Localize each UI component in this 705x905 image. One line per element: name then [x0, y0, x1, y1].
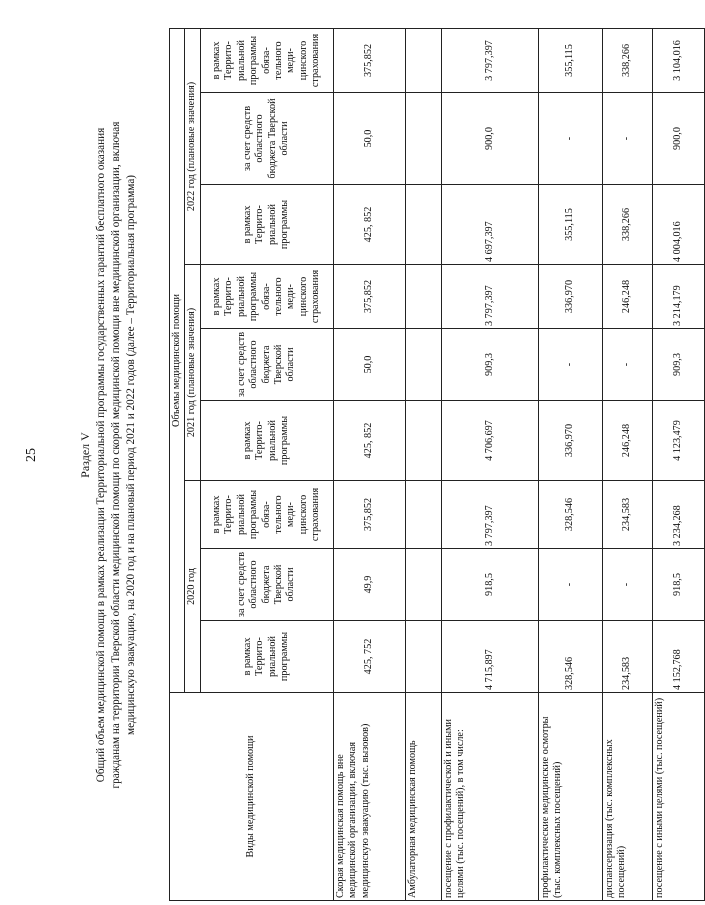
- cell-value: [405, 265, 441, 329]
- cell-value: [405, 401, 441, 481]
- cell-value: [405, 185, 441, 265]
- cell-value: 338,266: [602, 185, 652, 265]
- cell-value: 355,115: [538, 185, 602, 265]
- cell-value: 3 797,397: [441, 265, 538, 329]
- group-header: Объемы медицинской помощи: [170, 28, 185, 692]
- cell-value: -: [538, 329, 602, 401]
- year-header-2022: 2022 год (плановые значения): [185, 28, 200, 264]
- cell-value: 909,3: [652, 329, 704, 401]
- cell-value: 375,852: [333, 28, 405, 92]
- table-row: [405, 28, 441, 900]
- cell-value: 3 104,016: [652, 28, 704, 92]
- cell-value: [405, 481, 441, 549]
- subheader-regional-budget: за счет средств областного бюджета Тверской области: [200, 329, 333, 401]
- row-label: посещение с иными целями (тыс. посещений): [652, 693, 704, 901]
- document-title: [78, 25, 139, 885]
- row-label: посещение с профилактической и иными целями (тыс. посещений), в том числе:: [441, 693, 538, 901]
- cell-value: [405, 329, 441, 401]
- cell-value: 425, 852: [333, 185, 405, 265]
- year-header-2021: 2021 год (плановые значения): [185, 265, 200, 481]
- cell-value: 4 706,697: [441, 401, 538, 481]
- cell-value: 375,852: [333, 265, 405, 329]
- cell-value: 3 797,397: [441, 481, 538, 549]
- page-number: 25: [24, 448, 39, 462]
- cell-value: 246,248: [602, 265, 652, 329]
- subheader-oms: в рамках Террито-риальной программы обяза-тельного меди-цинского страхования: [200, 265, 333, 329]
- cell-value: 355,115: [538, 28, 602, 92]
- cell-value: 900,0: [441, 93, 538, 185]
- table-row: [538, 28, 602, 900]
- cell-value: 328,546: [538, 481, 602, 549]
- cell-value: 4 123,479: [652, 401, 704, 481]
- cell-value: -: [602, 93, 652, 185]
- cell-value: 49,9: [333, 549, 405, 621]
- subheader-oms: в рамках Террито-риальной программы обяза-тельного меди-цинского страхования: [200, 481, 333, 549]
- cell-value: 336,970: [538, 401, 602, 481]
- title-line: Общий объем медицинской помощи в рамках реализации Территориальной программы государственных гарантий бесплатного оказания: [95, 127, 107, 783]
- cell-value: -: [538, 93, 602, 185]
- row-header: Виды медицинской помощи: [170, 693, 334, 901]
- medical-care-volume-table: [169, 28, 705, 901]
- cell-value: 328,546: [538, 621, 602, 693]
- cell-value: 3 214,179: [652, 265, 704, 329]
- cell-value: 425, 852: [333, 401, 405, 481]
- cell-value: 900,0: [652, 93, 704, 185]
- subheader-regional-budget: за счет средств областного бюджета Тверской области: [200, 549, 333, 621]
- row-label: диспансеризация (тыс. комплексных посещений): [602, 693, 652, 901]
- cell-value: 336,970: [538, 265, 602, 329]
- cell-value: 425, 752: [333, 621, 405, 693]
- subheader-regional-budget: за счет средств областного бюджета Тверской области: [200, 93, 333, 185]
- cell-value: 4 715,897: [441, 621, 538, 693]
- table-row: [652, 28, 704, 900]
- cell-value: 246,248: [602, 401, 652, 481]
- cell-value: -: [538, 549, 602, 621]
- cell-value: 3 797,397: [441, 28, 538, 92]
- title-line: гражданам на территории Тверской области медицинской помощи по скорой медицинской помощи вне медицинской организации, включая: [110, 121, 122, 789]
- cell-value: 4 004,016: [652, 185, 704, 265]
- cell-value: [405, 28, 441, 92]
- row-label: Амбулаторная медицинская помощь: [405, 693, 441, 901]
- cell-value: 234,583: [602, 481, 652, 549]
- cell-value: 234,583: [602, 621, 652, 693]
- cell-value: [405, 93, 441, 185]
- title-line: медицинскую эвакуацию, на 2020 год и на плановый период 2021 и 2022 годов (далее – Территориальная программа): [125, 174, 137, 736]
- table-row: [333, 28, 405, 900]
- row-label: Скорая медицинская помощь вне медицинской организации, включая медицинскую эвакуацию (тыс. вызовов): [333, 693, 405, 901]
- subheader-territorial: в рамках Террито-риальной программы: [200, 401, 333, 481]
- subheader-territorial: в рамках Террито-риальной программы: [200, 621, 333, 693]
- cell-value: 918,5: [441, 549, 538, 621]
- subheader-territorial: в рамках Террито-риальной программы: [200, 185, 333, 265]
- cell-value: 50,0: [333, 329, 405, 401]
- cell-value: 918,5: [652, 549, 704, 621]
- cell-value: 4 152,768: [652, 621, 704, 693]
- cell-value: 375,852: [333, 481, 405, 549]
- table-row: [441, 28, 538, 900]
- cell-value: 338,266: [602, 28, 652, 92]
- cell-value: [405, 621, 441, 693]
- table-row: [602, 28, 652, 900]
- year-header-2020: 2020 год: [185, 481, 200, 693]
- cell-value: 50,0: [333, 93, 405, 185]
- cell-value: 3 234,268: [652, 481, 704, 549]
- cell-value: 909,3: [441, 329, 538, 401]
- section-heading: Раздел V: [78, 432, 92, 478]
- cell-value: -: [602, 329, 652, 401]
- subheader-oms: в рамках Террито-риальной программы обяза-тельного меди-цинского страхования: [200, 28, 333, 92]
- row-label: профилактические медицинские осмотры (тыс. комплексных посещений): [538, 693, 602, 901]
- cell-value: 4 697,397: [441, 185, 538, 265]
- cell-value: [405, 549, 441, 621]
- cell-value: -: [602, 549, 652, 621]
